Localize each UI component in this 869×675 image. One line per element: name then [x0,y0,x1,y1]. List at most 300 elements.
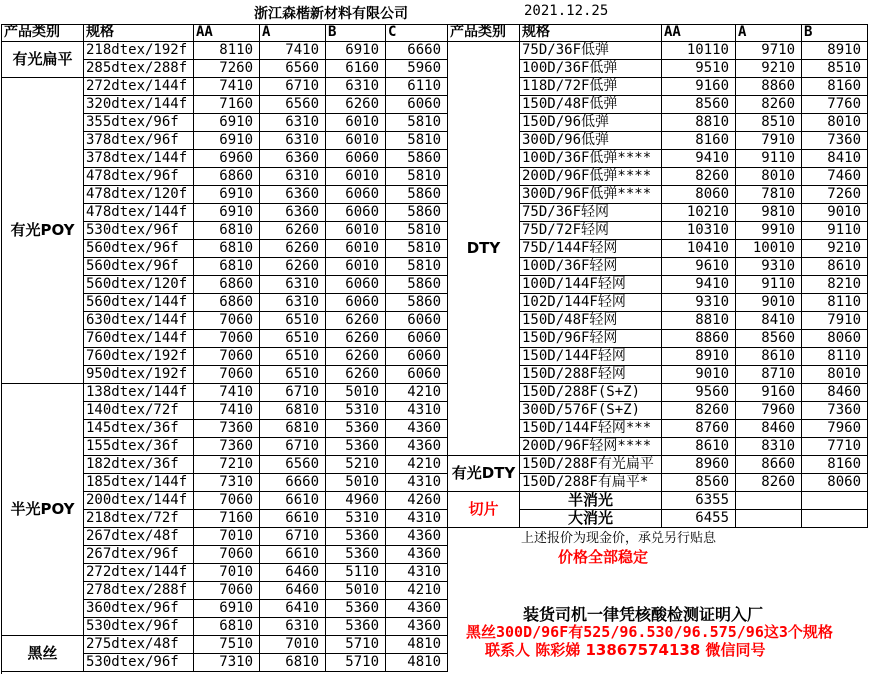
spec-cell: 300D/96低弹 [520,132,662,150]
left-header-5: C [386,24,448,42]
chips-price: 6355 [662,492,736,510]
spec-cell: 100D/36F轻网 [520,258,662,276]
price-cell: 8510 [736,114,802,132]
price-cell: 5210 [326,456,386,474]
price-cell: 6510 [260,312,326,330]
price-cell: 4210 [386,456,448,474]
price-cell: 6260 [260,240,326,258]
price-cell: 7060 [194,492,260,510]
price-cell: 8210 [802,276,868,294]
spec-cell: 560dtex/120f [84,276,194,294]
price-cell: 7310 [194,474,260,492]
price-cell: 9810 [736,204,802,222]
black-silk-note: 黑丝300D/96F有525/96.530/96.575/96这3个规格 [466,623,833,641]
price-cell: 6060 [326,150,386,168]
price-cell: 7360 [194,420,260,438]
price-cell: 6060 [386,96,448,114]
price-cell: 7160 [194,510,260,528]
spec-cell: 150D/288F轻网 [520,366,662,384]
price-cell: 5360 [326,528,386,546]
price-cell: 7010 [194,564,260,582]
price-cell: 4360 [386,438,448,456]
price-cell: 6510 [260,330,326,348]
left-category: 有光POY [2,78,84,384]
price-cell: 8410 [802,150,868,168]
price-cell: 8560 [662,474,736,492]
price-cell: 6910 [194,204,260,222]
price-cell: 6060 [386,330,448,348]
price-cell: 6060 [326,186,386,204]
price-cell: 6060 [326,204,386,222]
left-header-1: 规格 [84,24,194,42]
price-cell: 8510 [802,60,868,78]
spec-cell: 218dtex/192f [84,42,194,60]
price-cell: 6460 [260,564,326,582]
price-cell: 7760 [802,96,868,114]
price-cell: 9010 [802,204,868,222]
price-cell: 5360 [326,438,386,456]
chips-spec: 半消光 [520,492,662,510]
price-cell: 5360 [326,546,386,564]
price-cell: 9210 [802,240,868,258]
price-cell: 6960 [194,150,260,168]
price-cell: 8310 [736,438,802,456]
price-cell: 4360 [386,600,448,618]
price-cell: 6810 [260,402,326,420]
price-cell: 7060 [194,348,260,366]
price-cell: 6010 [326,222,386,240]
price-cell: 5360 [326,618,386,636]
price-cell: 6910 [194,186,260,204]
price-cell: 7460 [802,168,868,186]
price-cell: 9110 [736,276,802,294]
spec-cell: 272dtex/144f [84,564,194,582]
price-cell: 6360 [260,150,326,168]
price-cell: 6510 [260,348,326,366]
price-cell: 7960 [802,420,868,438]
spec-cell: 378dtex/96f [84,132,194,150]
spec-cell: 530dtex/96f [84,222,194,240]
price-cell: 8610 [736,348,802,366]
spec-cell: 138dtex/144f [84,384,194,402]
price-cell: 6610 [260,492,326,510]
spec-cell: 100D/36F低弹 [520,60,662,78]
price-cell: 4810 [386,654,448,672]
spec-cell: 267dtex/48f [84,528,194,546]
spec-cell: 100D/36F低弹**** [520,150,662,168]
price-cell: 6010 [326,114,386,132]
price-cell: 5860 [386,186,448,204]
left-category: 半光POY [2,384,84,636]
price-cell: 8710 [736,366,802,384]
price-cell: 6060 [386,366,448,384]
price-cell: 7060 [194,330,260,348]
price-cell: 8810 [662,114,736,132]
price-cell: 8010 [736,168,802,186]
price-cell: 6360 [260,186,326,204]
spec-cell: 182dtex/36f [84,456,194,474]
price-cell: 6260 [326,348,386,366]
spec-cell: 300D/576F(S+Z) [520,402,662,420]
price-cell: 8260 [662,168,736,186]
spec-cell: 760dtex/144f [84,330,194,348]
price-cell: 6010 [326,168,386,186]
price-cell: 6410 [260,600,326,618]
price-cell: 9010 [662,366,736,384]
right-header-1: 规格 [520,24,662,42]
price-cell: 5860 [386,294,448,312]
price-cell: 9110 [802,222,868,240]
spec-cell: 530dtex/96f [84,654,194,672]
price-cell: 6660 [386,42,448,60]
spec-cell: 150D/144F轻网 [520,348,662,366]
spec-cell: 150D/288F有光扁平 [520,456,662,474]
right-header-3: A [736,24,802,42]
price-cell: 6060 [386,312,448,330]
spec-cell: 145dtex/36f [84,420,194,438]
spec-cell: 75D/144F轻网 [520,240,662,258]
price-cell: 6310 [326,78,386,96]
price-cell: 6910 [194,114,260,132]
price-cell: 6310 [260,618,326,636]
right-category: DTY [448,42,520,456]
price-cell: 7260 [194,60,260,78]
price-cell: 7360 [802,402,868,420]
price-cell: 6160 [326,60,386,78]
price-cell: 10310 [662,222,736,240]
price-cell: 6010 [326,240,386,258]
price-cell: 6560 [260,456,326,474]
price-cell: 7260 [802,186,868,204]
price-cell: 5810 [386,114,448,132]
price-cell: 6060 [326,276,386,294]
spec-cell: 100D/144F轻网 [520,276,662,294]
price-cell: 8910 [802,42,868,60]
price-cell: 6710 [260,78,326,96]
price-cell: 9560 [662,384,736,402]
spec-cell: 200D/96F轻网**** [520,438,662,456]
price-cell: 6360 [260,204,326,222]
company-title: 浙江森楷新材料有限公司 [254,6,408,22]
price-cell: 8860 [662,330,736,348]
price-cell: 6310 [260,294,326,312]
spec-cell: 278dtex/288f [84,582,194,600]
price-cell: 6860 [194,168,260,186]
price-cell: 7060 [194,546,260,564]
spec-cell: 200D/96F低弹**** [520,168,662,186]
price-cell: 7010 [194,528,260,546]
price-cell: 7510 [194,636,260,654]
price-cell: 5810 [386,258,448,276]
price-cell: 8560 [662,96,736,114]
price-cell: 7410 [260,42,326,60]
price-cell: 6310 [260,168,326,186]
price-cell: 7410 [194,384,260,402]
right-header-2: AA [662,24,736,42]
price-cell: 8010 [802,366,868,384]
price-cell: 5860 [386,276,448,294]
spec-cell: 75D/72F轻网 [520,222,662,240]
price-cell: 8760 [662,420,736,438]
price-cell: 7960 [736,402,802,420]
spec-cell: 560dtex/144f [84,294,194,312]
price-cell: 8260 [736,474,802,492]
spec-cell: 275dtex/48f [84,636,194,654]
price-cell: 10210 [662,204,736,222]
price-cell: 8460 [736,420,802,438]
spec-cell: 560dtex/96f [84,258,194,276]
price-cell: 9410 [662,276,736,294]
price-cell: 7310 [194,654,260,672]
price-cell: 9160 [662,78,736,96]
price-cell: 8560 [736,330,802,348]
spec-cell: 320dtex/144f [84,96,194,114]
empty-cell [736,492,802,510]
price-cell: 4360 [386,618,448,636]
price-cell: 5710 [326,654,386,672]
price-cell: 6710 [260,528,326,546]
spec-cell: 267dtex/96f [84,546,194,564]
price-cell: 6560 [260,96,326,114]
price-cell: 6010 [326,132,386,150]
price-cell: 8010 [802,114,868,132]
spec-cell: 300D/96F低弹**** [520,186,662,204]
spec-cell: 150D/96F轻网 [520,330,662,348]
price-cell: 6310 [260,132,326,150]
price-cell: 6810 [194,222,260,240]
price-cell: 5010 [326,474,386,492]
left-header-0: 产品类别 [2,24,84,42]
price-cell: 9110 [736,150,802,168]
price-cell: 6610 [260,510,326,528]
spec-cell: 150D/48F轻网 [520,312,662,330]
price-cell: 10410 [662,240,736,258]
spec-cell: 185dtex/144f [84,474,194,492]
price-cell: 8410 [736,312,802,330]
price-cell: 7160 [194,96,260,114]
left-header-4: B [326,24,386,42]
right-header-0: 产品类别 [448,24,520,42]
price-cell: 7060 [194,582,260,600]
price-cell: 9310 [662,294,736,312]
price-cell: 6710 [260,438,326,456]
price-cell: 6810 [194,618,260,636]
price-cell: 9610 [662,258,736,276]
price-cell: 7910 [736,132,802,150]
spec-cell: 478dtex/96f [84,168,194,186]
left-header-2: AA [194,24,260,42]
price-cell: 8460 [802,384,868,402]
price-cell: 8960 [662,456,736,474]
spec-cell: 478dtex/120f [84,186,194,204]
price-cell: 8060 [662,186,736,204]
price-cell: 5310 [326,402,386,420]
price-cell: 6260 [326,366,386,384]
spec-cell: 378dtex/144f [84,150,194,168]
spec-cell: 285dtex/288f [84,60,194,78]
left-category: 有光扁平 [2,42,84,78]
right-header-4: B [802,24,868,42]
price-cell: 6810 [260,654,326,672]
price-cell: 6010 [326,258,386,276]
price-cell: 9910 [736,222,802,240]
price-cell: 7410 [194,402,260,420]
price-cell: 6710 [260,384,326,402]
chips-price: 6455 [662,510,736,528]
price-cell: 6510 [260,366,326,384]
price-cell: 6260 [260,222,326,240]
price-cell: 7360 [802,132,868,150]
stable-note: 价格全部稳定 [558,548,649,566]
spec-cell: 355dtex/96f [84,114,194,132]
price-cell: 7910 [802,312,868,330]
price-cell: 7360 [194,438,260,456]
price-cell: 5810 [386,132,448,150]
price-cell: 8860 [736,78,802,96]
price-cell: 8260 [736,96,802,114]
contact-note: 联系人 陈彩娣 13867574138 微信同号 [485,641,766,659]
cash-note: 上述报价为现金价，承兑另行贴息 [521,531,717,546]
price-cell: 8160 [662,132,736,150]
price-cell: 7060 [194,312,260,330]
price-cell: 6060 [326,294,386,312]
spec-cell: 150D/288F有扁平* [520,474,662,492]
price-cell: 4210 [386,582,448,600]
price-cell: 6310 [260,276,326,294]
price-cell: 10110 [662,42,736,60]
price-cell: 4360 [386,546,448,564]
spec-cell: 630dtex/144f [84,312,194,330]
price-cell: 7410 [194,78,260,96]
price-cell: 8160 [802,78,868,96]
price-cell: 8610 [662,438,736,456]
spec-cell: 218dtex/72f [84,510,194,528]
price-cell: 5810 [386,240,448,258]
price-cell: 6610 [260,546,326,564]
price-cell: 8660 [736,456,802,474]
date: 2021.12.25 [524,3,609,19]
empty-cell [736,510,802,528]
price-cell: 7810 [736,186,802,204]
left-category: 黑丝 [2,636,84,672]
price-cell: 6310 [260,114,326,132]
chips-spec: 大消光 [520,510,662,528]
spec-cell: 150D/144F轻网*** [520,420,662,438]
price-cell: 4360 [386,420,448,438]
empty-cell [802,510,868,528]
price-cell: 5710 [326,636,386,654]
price-cell: 8260 [662,402,736,420]
price-cell: 7060 [194,366,260,384]
price-cell: 5810 [386,222,448,240]
price-cell: 7710 [802,438,868,456]
price-cell: 6910 [194,132,260,150]
price-cell: 4310 [386,510,448,528]
spec-cell: 760dtex/192f [84,348,194,366]
spec-cell: 272dtex/144f [84,78,194,96]
spec-cell: 118D/72F低弹 [520,78,662,96]
spec-cell: 950dtex/192f [84,366,194,384]
price-cell: 5860 [386,150,448,168]
spec-cell: 150D/288F(S+Z) [520,384,662,402]
right-category: 有光DTY [448,456,520,492]
price-cell: 7010 [260,636,326,654]
price-cell: 5010 [326,384,386,402]
price-cell: 9310 [736,258,802,276]
price-cell: 5310 [326,510,386,528]
price-cell: 5810 [386,168,448,186]
spec-cell: 155dtex/36f [84,438,194,456]
price-cell: 9210 [736,60,802,78]
price-cell: 4310 [386,474,448,492]
spec-cell: 75D/36F轻网 [520,204,662,222]
spec-cell: 200dtex/144f [84,492,194,510]
price-cell: 5010 [326,582,386,600]
price-cell: 8110 [802,294,868,312]
price-cell: 6260 [326,96,386,114]
price-cell: 6260 [326,330,386,348]
spec-cell: 150D/48F低弹 [520,96,662,114]
spec-cell: 150D/96低弹 [520,114,662,132]
spec-cell: 560dtex/96f [84,240,194,258]
price-cell: 5110 [326,564,386,582]
price-cell: 4360 [386,528,448,546]
price-cell: 5960 [386,60,448,78]
price-cell: 6110 [386,78,448,96]
price-cell: 6910 [194,600,260,618]
price-cell: 8160 [802,456,868,474]
price-cell: 9410 [662,150,736,168]
price-cell: 8610 [802,258,868,276]
price-cell: 6560 [260,60,326,78]
spec-cell: 530dtex/96f [84,618,194,636]
price-cell: 6860 [194,294,260,312]
price-cell: 6260 [326,312,386,330]
price-cell: 7210 [194,456,260,474]
empty-cell [802,492,868,510]
price-cell: 8110 [802,348,868,366]
price-cell: 5860 [386,204,448,222]
price-cell: 8110 [194,42,260,60]
price-cell: 4310 [386,402,448,420]
spec-cell: 140dtex/72f [84,402,194,420]
spec-cell: 102D/144F轻网 [520,294,662,312]
price-cell: 6810 [194,240,260,258]
chips-category: 切片 [448,492,520,528]
price-cell: 4310 [386,564,448,582]
price-cell: 5360 [326,600,386,618]
price-cell: 9510 [662,60,736,78]
price-cell: 6060 [386,348,448,366]
price-cell: 8060 [802,330,868,348]
price-cell: 9710 [736,42,802,60]
price-cell: 6810 [194,258,260,276]
price-cell: 6660 [260,474,326,492]
price-cell: 6260 [260,258,326,276]
price-cell: 8060 [802,474,868,492]
spec-cell: 478dtex/144f [84,204,194,222]
price-cell: 8910 [662,348,736,366]
price-cell: 4210 [386,384,448,402]
price-cell: 6810 [260,420,326,438]
price-cell: 6460 [260,582,326,600]
price-cell: 8810 [662,312,736,330]
spec-cell: 75D/36F低弹 [520,42,662,60]
price-cell: 10010 [736,240,802,258]
price-cell: 4960 [326,492,386,510]
price-cell: 5360 [326,420,386,438]
left-header-3: A [260,24,326,42]
